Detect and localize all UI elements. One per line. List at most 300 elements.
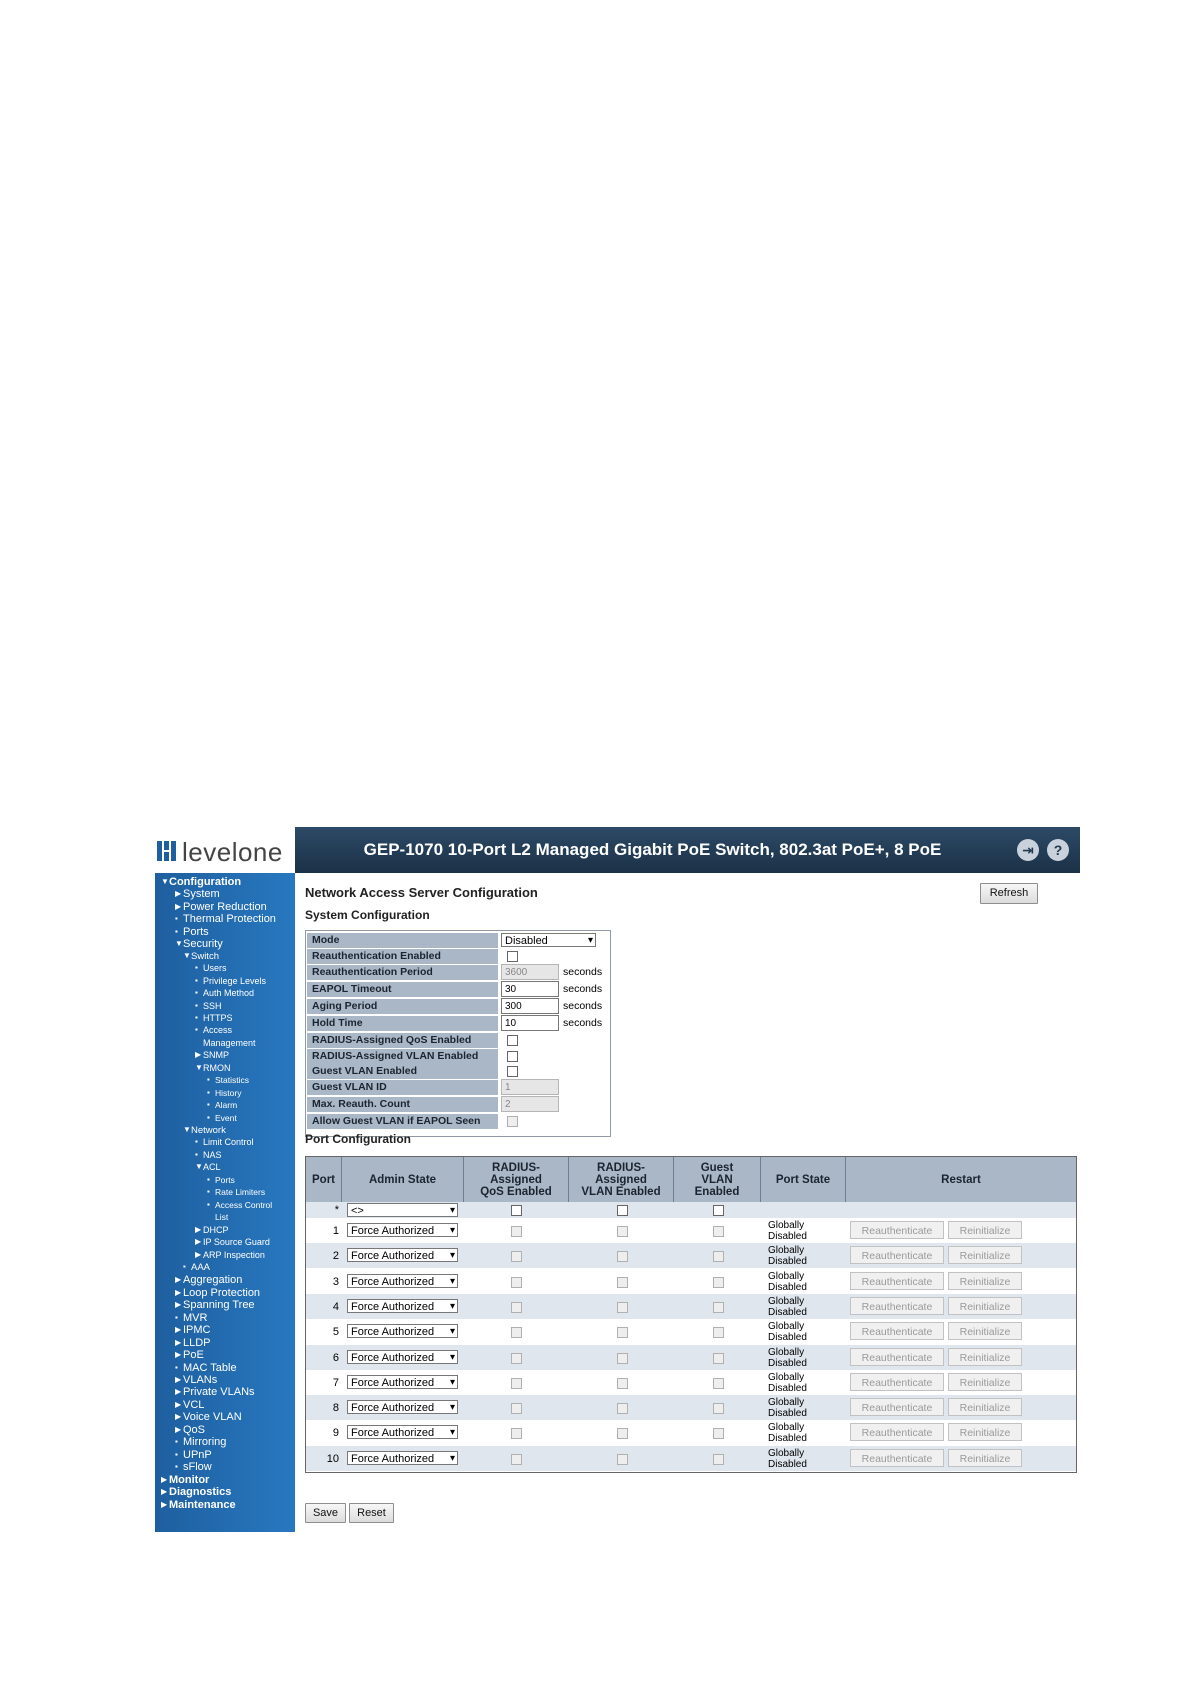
radius-vlan-checkbox	[617, 1277, 628, 1288]
caret-down-icon: ▼	[175, 939, 183, 949]
port-row	[306, 1294, 1076, 1319]
radius-qos-checkbox	[511, 1428, 522, 1439]
port-row	[306, 1446, 1076, 1471]
sidebar-item-aggregation[interactable]	[175, 1275, 242, 1286]
bullet-icon: ▪	[175, 1362, 178, 1372]
sidebar-item-ip-source-guard[interactable]	[195, 1238, 270, 1247]
guest-vlan-checkbox	[713, 1403, 724, 1414]
reinitialize-button[interactable]: Reinitialize	[948, 1297, 1022, 1315]
eapol-timeout-unit: seconds	[563, 983, 603, 995]
caret-right-icon: ▶	[175, 1412, 182, 1422]
bullet-icon: ▪	[175, 1462, 178, 1472]
port-number: 6	[332, 1351, 339, 1364]
bullet-icon: ▪	[207, 1087, 210, 1097]
sys-row-guest-vlan-enabled	[306, 1063, 610, 1079]
admin-state-select[interactable]: Force Authorized ▾	[347, 1350, 458, 1364]
chevron-down-icon: ▾	[449, 1300, 455, 1312]
sys-label-reauthentication-period: Reauthentication Period	[307, 965, 498, 980]
radius-qos-checkbox	[511, 1403, 522, 1414]
radius-qos-checkbox	[511, 1251, 522, 1262]
sidebar-item-dhcp[interactable]	[195, 1226, 229, 1235]
sidebar-item-label: Alarm	[215, 1100, 238, 1111]
sidebar-item-power-reduction[interactable]	[175, 902, 267, 913]
sidebar-item-label: Configuration	[169, 876, 242, 888]
port-table-header	[306, 1157, 1076, 1202]
system-config-table	[305, 930, 611, 1137]
sidebar-item-access-control[interactable]	[207, 1201, 272, 1210]
caret-right-icon: ▶	[175, 1375, 182, 1384]
sidebar-item-configuration[interactable]	[161, 877, 241, 888]
sidebar-item-label: Access Control	[215, 1199, 273, 1210]
sys-label-eapol-timeout: EAPOL Timeout	[307, 982, 498, 997]
port-number: 5	[332, 1326, 339, 1339]
radius-assigned-qos-enabled-checkbox[interactable]	[507, 1035, 518, 1046]
sidebar-item-auth-method[interactable]	[195, 989, 254, 998]
sidebar-item-label: Access	[203, 1025, 233, 1036]
caret-right-icon: ▶	[195, 1224, 202, 1234]
sidebar-item-limit-control[interactable]	[195, 1138, 254, 1147]
sidebar-item-label: Mirroring	[183, 1436, 227, 1449]
port-row	[306, 1370, 1076, 1395]
reinitialize-button[interactable]: Reinitialize	[948, 1322, 1022, 1340]
reauthenticate-button[interactable]: Reauthenticate	[850, 1246, 944, 1264]
bullet-icon: ▪	[207, 1100, 210, 1110]
sidebar-item-label: Ports	[183, 925, 209, 938]
sidebar-item-sflow[interactable]	[175, 1462, 212, 1473]
sidebar-item-label: Maintenance	[169, 1498, 236, 1511]
radius-qos-checkbox	[511, 1277, 522, 1288]
header-title: GEP-1070 10-Port L2 Managed Gigabit PoE Switch, 802.3at PoE+, 8 PoE	[363, 840, 942, 859]
sidebar-item-users[interactable]	[195, 964, 227, 973]
port-number: 4	[332, 1300, 339, 1313]
reinitialize-button[interactable]: Reinitialize	[948, 1272, 1022, 1290]
sys-label-max-reauth-count: Max. Reauth. Count	[307, 1097, 498, 1112]
guest-vlan-checkbox	[713, 1454, 724, 1465]
sidebar-item-aaa[interactable]	[183, 1263, 210, 1273]
sys-row-reauthentication-period	[306, 964, 610, 980]
caret-right-icon: ▶	[175, 1325, 182, 1335]
radius-vlan-checkbox	[617, 1302, 628, 1313]
admin-state-select-all[interactable]: <> ▾	[347, 1203, 458, 1217]
aging-period-input[interactable]: 300	[501, 998, 559, 1014]
sidebar-item-label: Private VLANs	[183, 1386, 255, 1399]
port-state: Globally Disabled	[768, 1321, 807, 1344]
sidebar-item-label: IP Source Guard	[203, 1237, 270, 1248]
sidebar-item-label: Auth Method	[203, 988, 255, 999]
caret-right-icon: ▶	[175, 889, 182, 899]
port-row	[306, 1395, 1076, 1420]
sidebar-item-history[interactable]	[207, 1089, 241, 1098]
col-restart-header: Restart	[941, 1173, 981, 1186]
radius-vlan-checkbox	[617, 1378, 628, 1389]
port-number: 3	[332, 1275, 339, 1288]
port-number: 7	[332, 1376, 339, 1389]
sidebar-item-access[interactable]	[195, 1026, 232, 1035]
sidebar-item-rmon[interactable]	[195, 1064, 231, 1073]
port-row	[306, 1319, 1076, 1344]
caret-right-icon: ▶	[195, 1249, 202, 1259]
radius-qos-checkbox	[511, 1327, 522, 1338]
hold-time-input[interactable]: 10	[501, 1015, 559, 1031]
guest-vlan-enabled-checkbox[interactable]	[507, 1066, 518, 1077]
chevron-down-icon: ▾	[449, 1402, 455, 1414]
port-row	[306, 1420, 1076, 1445]
bullet-icon: ▪	[207, 1112, 210, 1122]
port-number: 2	[332, 1250, 339, 1263]
chevron-down-icon: ▾	[449, 1351, 455, 1363]
port-number: 8	[332, 1402, 339, 1415]
sidebar-item-https[interactable]	[195, 1014, 233, 1023]
sys-row-aging-period	[306, 998, 610, 1014]
sidebar-item-management	[195, 1039, 256, 1048]
sidebar-item-label: Spanning Tree	[183, 1299, 255, 1312]
sidebar-item-label: Users	[203, 963, 227, 974]
caret-down-icon: ▼	[183, 1125, 191, 1134]
sidebar-item-ipmc[interactable]	[175, 1325, 211, 1336]
sidebar-item-label: VCL	[183, 1398, 205, 1411]
sidebar-item-label: NAS	[203, 1149, 222, 1160]
header-banner	[295, 827, 1080, 873]
sidebar-item-mirroring[interactable]	[175, 1437, 226, 1448]
port-state: Globally Disabled	[768, 1447, 807, 1470]
sidebar-item-label: AAA	[191, 1261, 211, 1273]
admin-state-select[interactable]: Force Authorized ▾	[347, 1223, 458, 1237]
bullet-icon: ▪	[183, 1261, 186, 1271]
admin-state-select[interactable]: Force Authorized ▾	[347, 1375, 458, 1389]
bullet-icon: ▪	[175, 1449, 178, 1459]
admin-state-select[interactable]: Force Authorized ▾	[347, 1400, 458, 1414]
sys-label-radius-assigned-qos-enabled: RADIUS-Assigned QoS Enabled	[307, 1033, 498, 1048]
radius-vlan-checkbox-all[interactable]	[617, 1205, 628, 1216]
reauthenticate-button[interactable]: Reauthenticate	[850, 1322, 944, 1340]
sidebar-item-event[interactable]	[207, 1114, 237, 1123]
bullet-icon: ▪	[195, 1149, 198, 1159]
reinitialize-button[interactable]: Reinitialize	[948, 1348, 1022, 1366]
sidebar-item-network[interactable]	[183, 1126, 226, 1136]
sidebar-item-label: Diagnostics	[169, 1486, 232, 1499]
reinitialize-button[interactable]: Reinitialize	[948, 1373, 1022, 1391]
radius-vlan-checkbox	[617, 1428, 628, 1439]
sidebar-item-rate-limiters[interactable]	[207, 1188, 265, 1197]
sidebar-item-label: List	[215, 1212, 229, 1223]
caret-right-icon: ▶	[195, 1050, 202, 1060]
bullet-icon: ▪	[207, 1199, 210, 1209]
mode-select[interactable]: Disabled ▾	[501, 933, 596, 947]
admin-state-select[interactable]: Force Authorized ▾	[347, 1324, 458, 1338]
port-row	[306, 1345, 1076, 1370]
reauthenticate-button[interactable]: Reauthenticate	[850, 1348, 944, 1366]
sidebar-item-mvr[interactable]	[175, 1313, 207, 1324]
sidebar-item-label: History	[215, 1087, 242, 1098]
sidebar-item-label: Network	[191, 1125, 226, 1136]
sidebar-item-label: PoE	[183, 1349, 204, 1362]
col-port-header: Port	[306, 1157, 342, 1202]
bullet-icon: ▪	[175, 926, 178, 936]
port-state: Globally Disabled	[768, 1270, 807, 1293]
col-radius-vlan-header: RADIUS- Assigned VLAN Enabled	[569, 1157, 674, 1202]
caret-down-icon: ▼	[195, 1162, 203, 1172]
port-number: 9	[332, 1427, 339, 1440]
port-wildcard-label: *	[334, 1204, 339, 1216]
reinitialize-button[interactable]: Reinitialize	[948, 1449, 1022, 1467]
reinitialize-button[interactable]: Reinitialize	[948, 1423, 1022, 1441]
sidebar-item-upnp[interactable]	[175, 1450, 212, 1461]
sidebar-item-label: Rate Limiters	[215, 1187, 266, 1198]
sidebar-item-label: ARP Inspection	[203, 1249, 265, 1260]
port-row	[306, 1243, 1076, 1268]
sidebar-item-label: Monitor	[169, 1473, 210, 1486]
chevron-down-icon: ▾	[449, 1326, 455, 1338]
sys-row-reauthentication-enabled	[306, 948, 610, 964]
sidebar-item-label: Loop Protection	[183, 1286, 261, 1299]
reinitialize-button[interactable]: Reinitialize	[948, 1398, 1022, 1416]
sys-row-mode	[306, 932, 610, 948]
sidebar-item-vcl[interactable]	[175, 1400, 204, 1411]
sys-row-radius-assigned-qos-enabled	[306, 1032, 610, 1048]
sidebar-item-label: Privilege Levels	[203, 975, 267, 986]
main-content	[295, 873, 1080, 1532]
sidebar-item-label: Ports	[215, 1174, 235, 1185]
logout-icon[interactable]: ⇥	[1017, 839, 1039, 861]
admin-state-select[interactable]: Force Authorized ▾	[347, 1425, 458, 1439]
guest-vlan-checkbox	[713, 1428, 724, 1439]
reset-button[interactable]: Reset	[349, 1503, 394, 1523]
sidebar-item-label: MAC Table	[183, 1361, 237, 1374]
sidebar-item-voice-vlan[interactable]	[175, 1412, 242, 1423]
col-port-state-header: Port State	[761, 1157, 846, 1202]
admin-state-select[interactable]: Force Authorized ▾	[347, 1299, 458, 1313]
sidebar-item-list	[207, 1213, 228, 1222]
radius-vlan-checkbox	[617, 1454, 628, 1465]
sidebar-item-privilege-levels[interactable]	[195, 977, 266, 986]
sidebar-item-private-vlans[interactable]	[175, 1387, 255, 1398]
chevron-down-icon: ▾	[449, 1275, 455, 1287]
caret-right-icon: ▶	[175, 1275, 182, 1285]
sidebar-item-label: Security	[183, 938, 223, 951]
sidebar-item-label: Power Reduction	[183, 900, 267, 913]
radius-vlan-checkbox	[617, 1251, 628, 1262]
bullet-icon: ▪	[175, 1437, 178, 1447]
sidebar-item-label: Event	[215, 1112, 237, 1123]
sidebar-item-lldp[interactable]	[175, 1338, 211, 1349]
port-state: Globally Disabled	[768, 1245, 807, 1268]
sys-label-hold-time: Hold Time	[307, 1016, 498, 1031]
reauthenticate-button[interactable]: Reauthenticate	[850, 1272, 944, 1290]
sidebar-item-qos[interactable]	[175, 1425, 205, 1436]
reauthenticate-button[interactable]: Reauthenticate	[850, 1398, 944, 1416]
bullet-icon: ▪	[195, 1012, 198, 1022]
caret-right-icon: ▶	[161, 1487, 168, 1497]
guest-vlan-checkbox	[713, 1378, 724, 1389]
admin-state-select[interactable]: Force Authorized ▾	[347, 1274, 458, 1288]
sidebar-item-arp-inspection[interactable]	[195, 1251, 265, 1260]
bullet-icon: ▪	[207, 1075, 210, 1085]
sidebar-item-label: Thermal Protection	[183, 913, 276, 926]
reinitialize-button[interactable]: Reinitialize	[948, 1221, 1022, 1239]
caret-down-icon: ▼	[183, 950, 191, 960]
refresh-button[interactable]: Refresh	[980, 883, 1038, 904]
page-title: Network Access Server Configuration	[305, 885, 538, 900]
logo-mark-icon	[157, 841, 177, 861]
bullet-icon: ▪	[175, 914, 178, 924]
sidebar-item-spanning-tree[interactable]	[175, 1300, 255, 1311]
sidebar-item-maintenance[interactable]	[161, 1500, 236, 1511]
sidebar-item-label: Voice VLAN	[183, 1411, 242, 1424]
radius-qos-checkbox	[511, 1302, 522, 1313]
sidebar-item-nas[interactable]	[195, 1151, 222, 1160]
sys-label-guest-vlan-enabled: Guest VLAN Enabled	[307, 1064, 498, 1079]
sys-row-guest-vlan-id	[306, 1079, 610, 1095]
reauthenticate-button[interactable]: Reauthenticate	[850, 1449, 944, 1467]
save-button[interactable]: Save	[305, 1503, 346, 1523]
bullet-icon: ▪	[207, 1187, 210, 1197]
guest-vlan-checkbox	[713, 1226, 724, 1237]
sidebar-item-label: Management	[203, 1037, 256, 1048]
bullet-icon: ▪	[195, 1025, 198, 1035]
reauthentication-period-unit: seconds	[563, 966, 603, 978]
reauthenticate-button[interactable]: Reauthenticate	[850, 1221, 944, 1239]
chevron-down-icon: ▾	[449, 1427, 455, 1439]
chevron-down-icon: ▾	[449, 1205, 455, 1216]
reauthenticate-button[interactable]: Reauthenticate	[850, 1423, 944, 1441]
caret-right-icon: ▶	[161, 1474, 168, 1484]
guest-vlan-id-input: 1	[501, 1079, 559, 1095]
radius-qos-checkbox	[511, 1454, 522, 1465]
hold-time-unit: seconds	[563, 1017, 603, 1029]
port-number: 10	[326, 1452, 339, 1465]
sidebar-item-acl[interactable]	[195, 1163, 221, 1172]
admin-state-select[interactable]: Force Authorized ▾	[347, 1248, 458, 1262]
port-number: 1	[332, 1225, 339, 1237]
radius-qos-checkbox-all[interactable]	[511, 1205, 522, 1216]
eapol-timeout-input[interactable]: 30	[501, 981, 559, 997]
bullet-icon: ▪	[175, 1312, 178, 1322]
radius-vlan-checkbox	[617, 1353, 628, 1364]
caret-down-icon: ▼	[195, 1062, 203, 1072]
logo	[155, 827, 295, 873]
sys-row-eapol-timeout	[306, 981, 610, 997]
max-reauth-count-input: 2	[501, 1096, 559, 1112]
col-guest-vlan-header: Guest VLAN Enabled	[674, 1157, 761, 1202]
reauthentication-enabled-checkbox[interactable]	[507, 951, 518, 962]
bullet-icon: ▪	[195, 963, 198, 973]
sidebar-item-ssh[interactable]	[195, 1002, 222, 1011]
col-radius-qos-header: RADIUS- Assigned QoS Enabled	[464, 1157, 569, 1202]
sidebar-item-vlans[interactable]	[175, 1375, 217, 1386]
port-config-table	[305, 1156, 1077, 1473]
sidebar-item-label: ACL	[203, 1162, 221, 1173]
port-state: Globally Disabled	[768, 1397, 807, 1420]
radius-qos-checkbox	[511, 1353, 522, 1364]
sidebar-item-diagnostics[interactable]	[161, 1487, 231, 1498]
sidebar-item-thermal-protection[interactable]	[175, 914, 276, 925]
port-row	[306, 1218, 1076, 1243]
sidebar-item-loop-protection[interactable]	[175, 1288, 260, 1299]
bullet-icon: ▪	[195, 1137, 198, 1147]
sidebar-item-label: IPMC	[183, 1324, 211, 1337]
radius-assigned-vlan-enabled-checkbox[interactable]	[507, 1051, 518, 1062]
sidebar-item-label: RMON	[203, 1062, 231, 1073]
port-state: Globally Disabled	[768, 1371, 807, 1394]
radius-qos-checkbox	[511, 1378, 522, 1389]
bullet-icon: ▪	[195, 988, 198, 998]
radius-vlan-checkbox	[617, 1403, 628, 1414]
sys-label-guest-vlan-id: Guest VLAN ID	[307, 1080, 498, 1095]
sys-row-allow-guest-vlan-if-eapol-seen	[306, 1113, 610, 1129]
admin-state-select[interactable]: Force Authorized ▾	[347, 1451, 458, 1465]
sidebar-item-switch[interactable]	[183, 952, 219, 962]
reauthenticate-button[interactable]: Reauthenticate	[850, 1373, 944, 1391]
guest-vlan-checkbox	[713, 1251, 724, 1262]
sys-label-allow-guest-vlan-if-eapol-seen: Allow Guest VLAN if EAPOL Seen	[307, 1114, 498, 1129]
caret-right-icon: ▶	[195, 1237, 202, 1247]
caret-right-icon: ▶	[175, 1337, 182, 1347]
help-icon[interactable]: ?	[1047, 839, 1069, 861]
sidebar-item-snmp[interactable]	[195, 1051, 229, 1060]
guest-vlan-checkbox	[713, 1327, 724, 1338]
sidebar-item-label: HTTPS	[203, 1012, 233, 1023]
sys-row-radius-assigned-vlan-enabled	[306, 1048, 610, 1064]
reauthenticate-button[interactable]: Reauthenticate	[850, 1297, 944, 1315]
caret-right-icon: ▶	[175, 1424, 182, 1434]
caret-right-icon: ▶	[175, 1300, 182, 1310]
system-config-heading: System Configuration	[305, 908, 430, 922]
reauthentication-period-input: 3600	[501, 964, 559, 980]
radius-qos-checkbox	[511, 1226, 522, 1237]
reinitialize-button[interactable]: Reinitialize	[948, 1246, 1022, 1264]
chevron-down-icon: ▾	[449, 1250, 455, 1262]
col-admin-state-header: Admin State	[342, 1157, 464, 1202]
sidebar-item-label: DHCP	[203, 1224, 229, 1235]
sidebar-item-monitor[interactable]	[161, 1475, 209, 1486]
sidebar-item-statistics[interactable]	[207, 1076, 249, 1085]
sidebar-item-mac-table[interactable]	[175, 1363, 237, 1374]
sys-label-radius-assigned-vlan-enabled: RADIUS-Assigned VLAN Enabled	[307, 1049, 498, 1064]
caret-right-icon: ▶	[175, 1387, 182, 1397]
sidebar-item-label: UPnP	[183, 1448, 212, 1461]
bullet-icon: ▪	[195, 975, 198, 985]
sidebar-item-alarm[interactable]	[207, 1101, 237, 1110]
sidebar-item-security[interactable]	[175, 939, 223, 950]
sidebar-item-ports[interactable]	[207, 1176, 235, 1185]
logo-text: levelone	[182, 837, 283, 867]
sidebar-item-system[interactable]	[175, 889, 220, 900]
caret-right-icon: ▶	[175, 1399, 182, 1409]
sidebar-item-poe[interactable]	[175, 1350, 204, 1361]
sidebar-item-label: sFlow	[183, 1461, 212, 1474]
sidebar-item-label: VLANs	[183, 1374, 218, 1386]
aging-period-unit: seconds	[563, 1000, 603, 1012]
sidebar-item-label: Statistics	[215, 1075, 250, 1086]
sidebar-item-label: System	[183, 888, 220, 901]
sys-label-mode: Mode	[307, 933, 498, 948]
port-state: Globally Disabled	[768, 1220, 807, 1242]
port-row-wildcard	[306, 1202, 1076, 1218]
sidebar-item-ports[interactable]	[175, 927, 209, 938]
sidebar-item-label: LLDP	[183, 1336, 211, 1349]
guest-vlan-checkbox	[713, 1277, 724, 1288]
allow-guest-vlan-if-eapol-seen-checkbox	[507, 1116, 518, 1127]
sidebar-item-label: QoS	[183, 1423, 206, 1436]
guest-vlan-checkbox-all[interactable]	[713, 1205, 724, 1216]
sys-label-aging-period: Aging Period	[307, 999, 498, 1014]
sidebar-item-label: MVR	[183, 1311, 208, 1324]
port-state: Globally Disabled	[768, 1295, 807, 1318]
radius-vlan-checkbox	[617, 1226, 628, 1237]
port-config-heading: Port Configuration	[305, 1132, 411, 1146]
chevron-down-icon: ▾	[449, 1452, 455, 1464]
sys-row-hold-time	[306, 1015, 610, 1031]
